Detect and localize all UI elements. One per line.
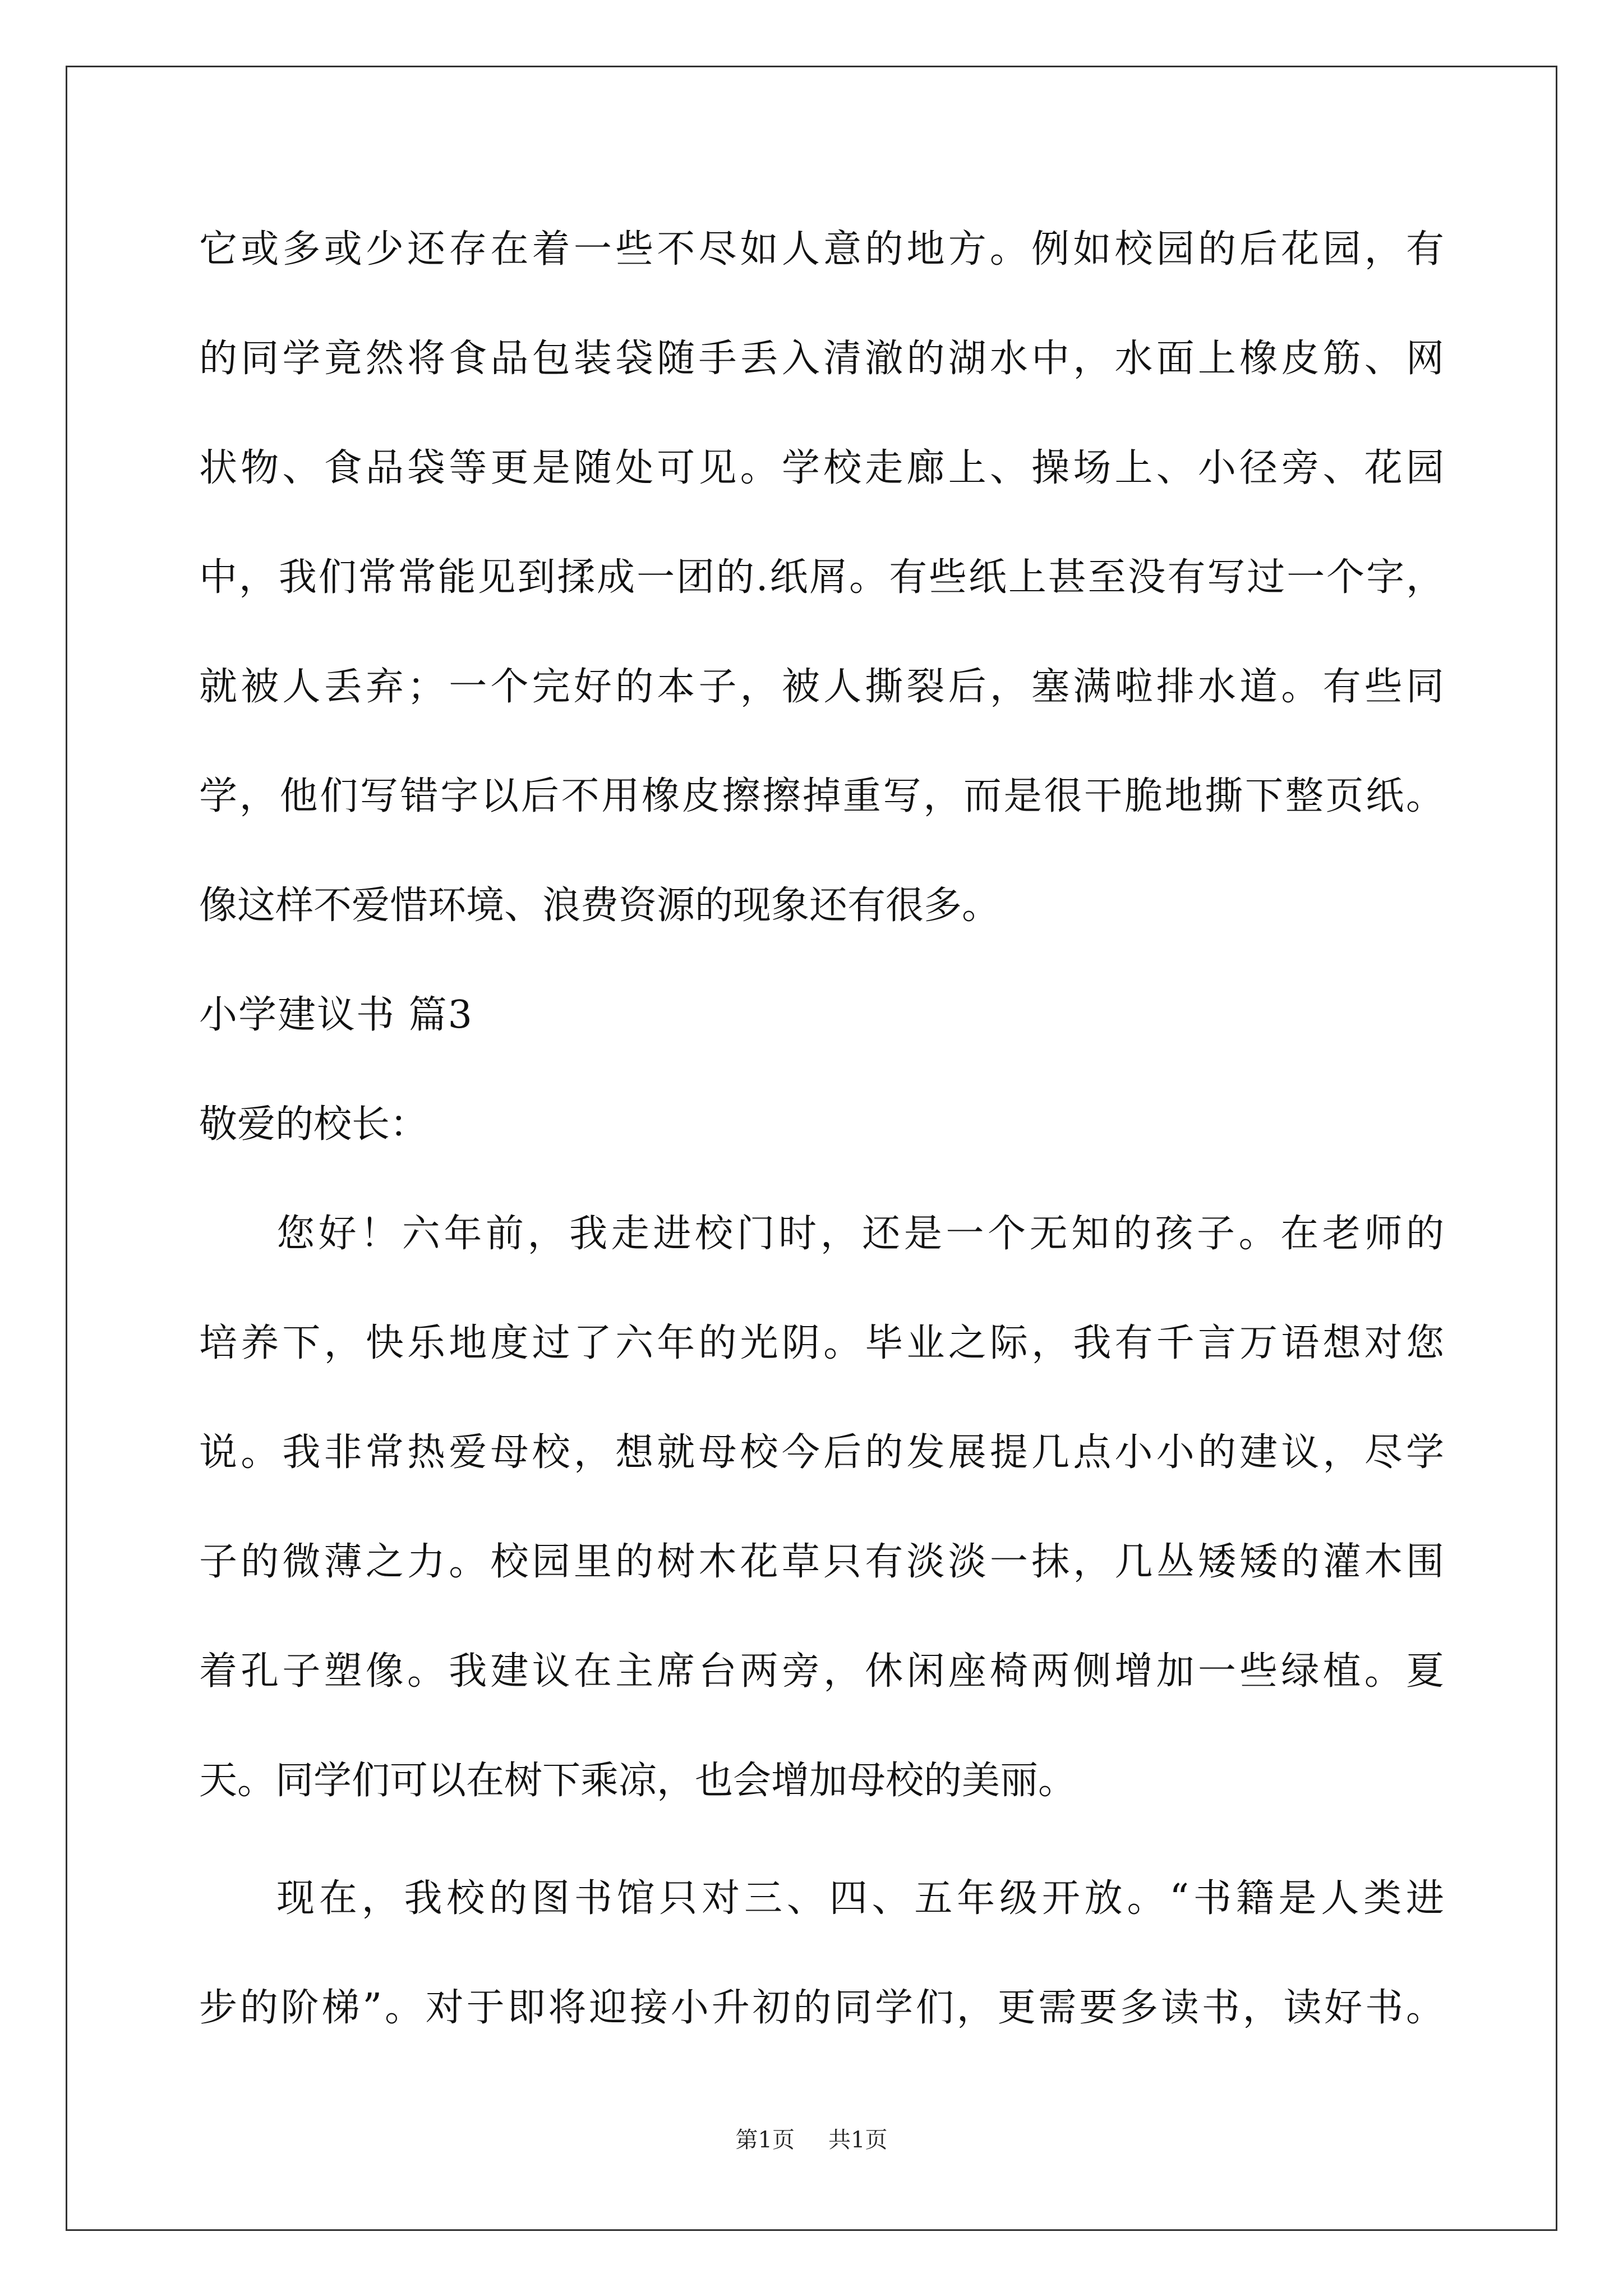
text-line: 它或多或少还存在着一些不尽如人意的地方。例如校园的后花园，有 (199, 227, 1444, 272)
paragraph-line: 现在，我校的图书馆只对三、四、五年级开放。“书籍是人类进 (276, 1876, 1444, 1921)
text-line: 就被人丢弃；一个完好的本子，被人撕裂后，塞满啦排水道。有些同 (199, 665, 1444, 709)
text-line: 中，我们常常能见到揉成一团的.纸屑。有些纸上甚至没有写过一个字， (199, 555, 1444, 600)
text-line: 像这样不爱惜环境、浪费资源的现象还有很多。 (199, 884, 1000, 928)
page-footer (0, 2123, 1623, 2157)
paragraph-line: 子的微薄之力。校园里的树木花草只有淡淡一抹，几丛矮矮的灌木围 (199, 1540, 1444, 1584)
text-line: 的同学竟然将食品包装袋随手丢入清澈的湖水中，水面上橡皮筋、网 (199, 337, 1444, 381)
text-line: 学，他们写错字以后不用橡皮擦擦掉重写，而是很干脆地撕下整页纸。 (199, 774, 1444, 818)
paragraph-line: 着孔子塑像。我建议在主席台两旁，休闲座椅两侧增加一些绿植。夏 (199, 1649, 1444, 1694)
page-number: 第1页 (735, 2127, 795, 2153)
section-heading: 小学建议书 篇3 (199, 993, 473, 1037)
paragraph-line: 您好！六年前，我走进校门时，还是一个无知的孩子。在老师的 (276, 1212, 1444, 1256)
paragraph-line: 天。同学们可以在树下乘凉，也会增加母校的美丽。 (199, 1759, 1077, 1803)
page-total: 共1页 (828, 2127, 888, 2153)
paragraph-line: 培养下，快乐地度过了六年的光阴。毕业之际，我有千言万语想对您 (199, 1321, 1444, 1365)
text-line: 状物、食品袋等更是随处可见。学校走廊上、操场上、小径旁、花园 (199, 446, 1444, 490)
salutation: 敬爱的校长： (199, 1102, 428, 1147)
paragraph-line: 步的阶梯”。对于即将迎接小升初的同学们，更需要多读书，读好书。 (199, 1986, 1444, 2030)
paragraph-line: 说。我非常热爱母校，想就母校今后的发展提几点小小的建议，尽学 (199, 1430, 1444, 1475)
